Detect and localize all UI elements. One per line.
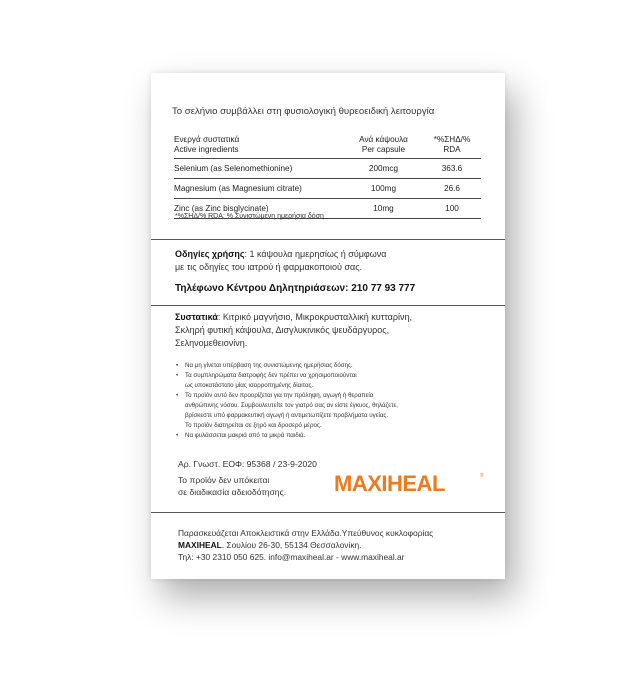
table-row: [174, 159, 481, 179]
maxiheal-logo: [334, 471, 485, 495]
instructions-text-line2: με τις οδηγίες του ιατρού ή φαρμακοποιού σας.: [175, 262, 363, 272]
section-divider: [151, 239, 505, 240]
list-item: [185, 361, 485, 371]
licensing-note-line2: σε διαδικασία αδειοδότησης.: [178, 487, 287, 497]
list-item: [185, 431, 485, 441]
warning-line: • Να φυλάσσεται μακριά από τα μικρά παιδιά.: [185, 432, 306, 439]
ingredient-rda: 26.6: [423, 179, 481, 199]
registered-mark: ®: [480, 473, 484, 479]
warning-line: • Το προϊόν αυτό δεν προορίζεται για την πρόληψη, αγωγή ή θεραπεία: [185, 392, 374, 399]
footer-address: . Σουλίου 26-30, 55134 Θεσσαλονίκη.: [221, 540, 362, 550]
table-row: [174, 179, 481, 199]
ingredient-name: Zinc (as Zinc bisglycinate): [174, 199, 344, 219]
ingredient-rda: 363.6: [423, 159, 481, 179]
instructions-label: Οδηγίες χρήσης: [175, 249, 245, 259]
ingredient-amount: 10mg: [344, 199, 423, 219]
header-col2-greek: Ανά κάψουλα: [359, 134, 408, 144]
licensing-note-line1: Το προϊόν δεν υπόκειται: [178, 475, 270, 485]
ingredients-label: Συστατικά: [175, 312, 218, 322]
instructions-text-line1: : 1 κάψουλα ημερησίως ή σύμφωνα: [244, 249, 387, 259]
poison-center-phone: Τηλέφωνο Κέντρου Δηλητηριάσεων: 210 77 93 777: [175, 283, 416, 294]
list-item: [185, 371, 485, 391]
active-ingredients-table: [174, 131, 481, 219]
ingredients-line3: Σεληνομεθειονίνη.: [175, 338, 248, 348]
section-divider: [151, 512, 505, 513]
list-item: [185, 391, 485, 431]
product-label-card: [151, 73, 505, 579]
header-col3-greek: *%ΣΗΔ/%: [433, 134, 471, 144]
footer-contact: Τηλ: +30 2310 050 625. info@maxiheal.ar - www.maxiheal.ar: [178, 552, 405, 562]
footer-company-name: MAXIHEAL: [178, 540, 222, 550]
ingredients-list: [175, 311, 475, 350]
logo-wordmark: MAXIHEAL: [334, 471, 445, 495]
ingredients-line1: : Κιτρικό μαγνήσιο, Μικροκρυσταλλική κυτταρίνη,: [217, 312, 412, 322]
warning-line: • Τα συμπληρώματα διατροφής δεν πρέπει να χρησιμοποιούνται: [185, 372, 357, 379]
eof-registration-number: Αρ. Γνωστ. ΕΟΦ: 95368 / 23-9-2020: [178, 459, 317, 469]
header-rda: [423, 131, 481, 159]
warning-line: ως υποκατάστατο μίας ισορροπημένης δίαιτας.: [185, 382, 314, 389]
ingredient-name: Magnesium (as Magnesium citrate): [174, 179, 344, 199]
warnings-list: [175, 361, 485, 441]
usage-instructions: [175, 248, 485, 274]
manufacturer-info: [178, 527, 433, 563]
warning-line: Το προϊόν διατηρείται σε ξηρό και δροσερό μέρος.: [185, 422, 322, 429]
header-col1-greek: Ενεργά συστατικά: [174, 134, 240, 144]
warning-line: βρίσκεστε υπό φαρμακευτική αγωγή ή αντιμετωπίζετε προβλήματα υγείας.: [185, 412, 389, 419]
warning-line: ανθρώπινης νόσου. Συμβουλευτείτε τον γιατρό σας αν είστε έγκυος, θηλάζετε,: [185, 402, 398, 409]
section-divider: [151, 305, 505, 306]
warning-line: • Να μη γίνεται υπέρβαση της συνιστώμενης ημερήσιας δόσης.: [185, 362, 353, 369]
rda-footnote: *%ΣΗΔ/% RDA: % Συνιστώμενη ημερήσια δόση: [175, 213, 324, 220]
ingredient-name: Selenium (as Selenomethionine): [174, 159, 344, 179]
ingredient-amount: 100mg: [344, 179, 423, 199]
footer-line1: Παρασκευάζεται Αποκλειστικά στην Ελλάδα.Υπεύθυνος κυκλοφορίας: [178, 528, 434, 538]
header-per-capsule: [344, 131, 423, 159]
ingredients-line2: Σκληρή φυτική κάψουλα, Δισγλυκινικός ψευδάργυρος,: [175, 325, 390, 335]
header-col3-english: RDA: [443, 144, 461, 154]
header-active-ingredients: [174, 131, 344, 159]
table-header-row: [174, 131, 481, 159]
ingredient-rda: 100: [423, 199, 481, 219]
tagline: Το σελήνιο συμβάλλει στη φυσιολογική θυρεοειδική λειτουργία: [172, 106, 435, 117]
ingredient-amount: 200mcg: [344, 159, 423, 179]
header-col2-english: Per capsule: [361, 144, 406, 154]
licensing-note: [178, 474, 328, 498]
header-col1-english: Active ingredients: [174, 144, 239, 154]
